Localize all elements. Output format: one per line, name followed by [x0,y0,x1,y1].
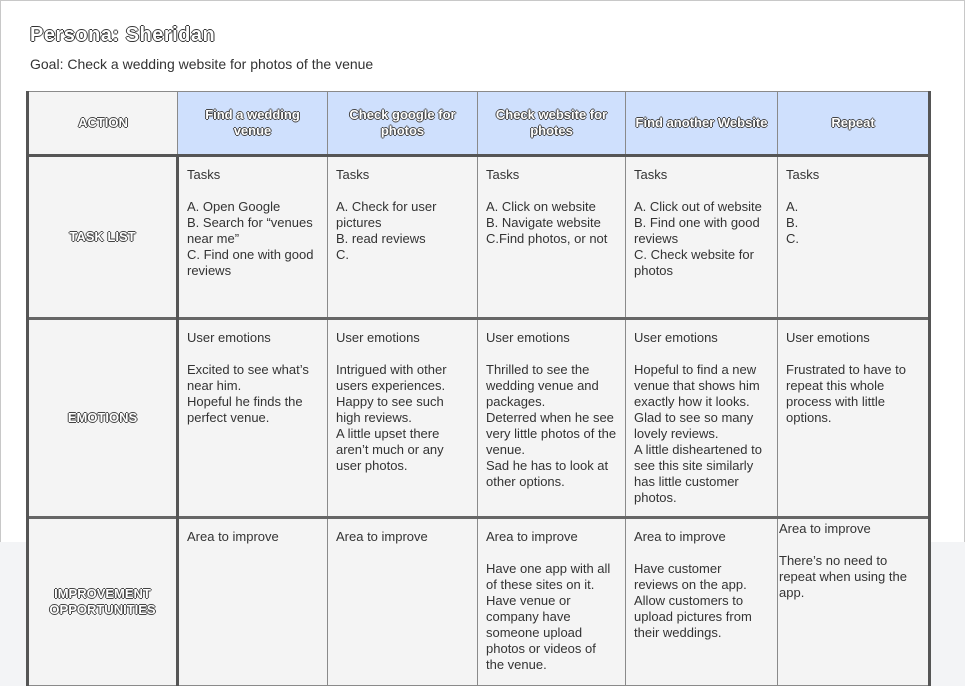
cell-line: Happy to see such high reviews. [336,394,444,425]
cell-line: B. Navigate website [486,215,601,230]
task-cell [778,156,930,319]
emotion-cell [626,319,778,518]
cell-line: Have one app with all of these sites on it. [486,561,611,592]
cell-line: Glad to see so many lovely reviews. [634,410,754,441]
cell-line: Hopeful to find a new venue that shows him exactly how it looks. [634,362,760,409]
emotions-label: EMOTIONS [28,319,178,518]
cell-line: A. Click on website [486,199,596,214]
stage-header-row [28,92,930,156]
cell-heading: Tasks [187,167,221,182]
improvement-cell [328,518,478,686]
cell-line: B. [786,215,799,230]
cell-line: C.Find photos, or not [486,231,608,246]
cell-line: A. Open Google [187,199,281,214]
task-cell [478,156,626,319]
emotion-cell [778,319,930,518]
persona-title: Persona: Sheridan [30,24,216,46]
cell-line: C. [786,231,799,246]
cell-line: Frustrated to have to repeat this whole process with little options. [786,362,906,425]
cell-heading: User emotions [634,330,718,345]
stage-5-header: Repeat [778,92,930,156]
stage-3-header: Check website for photes [478,92,626,156]
improvement-cell [626,518,778,686]
stage-2-header: Check google for photos [328,92,478,156]
stage-4-header: Find another Website [626,92,778,156]
cell-line: There’s no need to repeat when using the app. [779,553,907,600]
cell-heading: Tasks [336,167,370,182]
cell-line: C. Check website for photos [634,247,754,278]
cell-line: Deterred when he see very little photos of the venue. [486,410,617,457]
task-list-label: TASK LIST [28,156,178,319]
improvement-label: IMPROVEMENT OPPORTUNITIES [28,518,178,686]
cell-heading: Area to improve [634,529,726,544]
cell-line: Excited to see what’s near him. [187,362,309,393]
stage-1-header: Find a wedding venue [178,92,328,156]
emotions-row [28,319,930,518]
cell-heading: Tasks [634,167,668,182]
cell-heading: Area to improve [486,529,578,544]
cell-line: Intrigued with other users experiences. [336,362,447,393]
cell-line: A. Check for user pictures [336,199,437,230]
goal-text: Goal: Check a wedding website for photos of the venue [30,56,374,72]
task-cell [328,156,478,319]
cell-line: B. Find one with good reviews [634,215,760,246]
cell-heading: Tasks [486,167,520,182]
emotion-cell [328,319,478,518]
cell-line: C. [336,247,349,262]
improvement-cell [778,518,930,686]
improvement-row [28,518,930,686]
cell-line: Thrilled to see the wedding venue and packages. [486,362,599,409]
cell-heading: User emotions [187,330,271,345]
improvement-cell [178,518,328,686]
cell-line: B. Search for “venues near me” [187,215,313,246]
cell-heading: Area to improve [336,529,428,544]
emotion-cell [478,319,626,518]
cell-line: Have venue or company have someone upload photos or videos of the venue. [486,593,596,672]
improvement-cell [478,518,626,686]
cell-line: Hopeful he finds the perfect venue. [187,394,303,425]
cell-heading: User emotions [336,330,420,345]
cell-heading: User emotions [786,330,870,345]
cell-line: A little disheartened to see this site similarly has little customer photos. [634,442,762,505]
cell-line: Allow customers to upload pictures from their weddings. [634,593,752,640]
cell-line: Have customer reviews on the app. [634,561,747,592]
cell-line: A. Click out of website [634,199,762,214]
cell-line: Sad he has to look at other options. [486,458,609,489]
task-list-row [28,156,930,319]
task-cell [178,156,328,319]
cell-heading: User emotions [486,330,570,345]
journey-map-table [26,91,931,686]
cell-line: C. Find one with good reviews [187,247,314,278]
cell-line: B. read reviews [336,231,426,246]
cell-heading: Area to improve [187,529,279,544]
action-header: ACTION [28,92,178,156]
cell-heading: Tasks [786,167,820,182]
cell-line: A little upset there aren’t much or any user photos. [336,426,444,473]
cell-heading: Area to improve [779,521,871,536]
emotion-cell [178,319,328,518]
cell-line: A. [786,199,799,214]
task-cell [626,156,778,319]
